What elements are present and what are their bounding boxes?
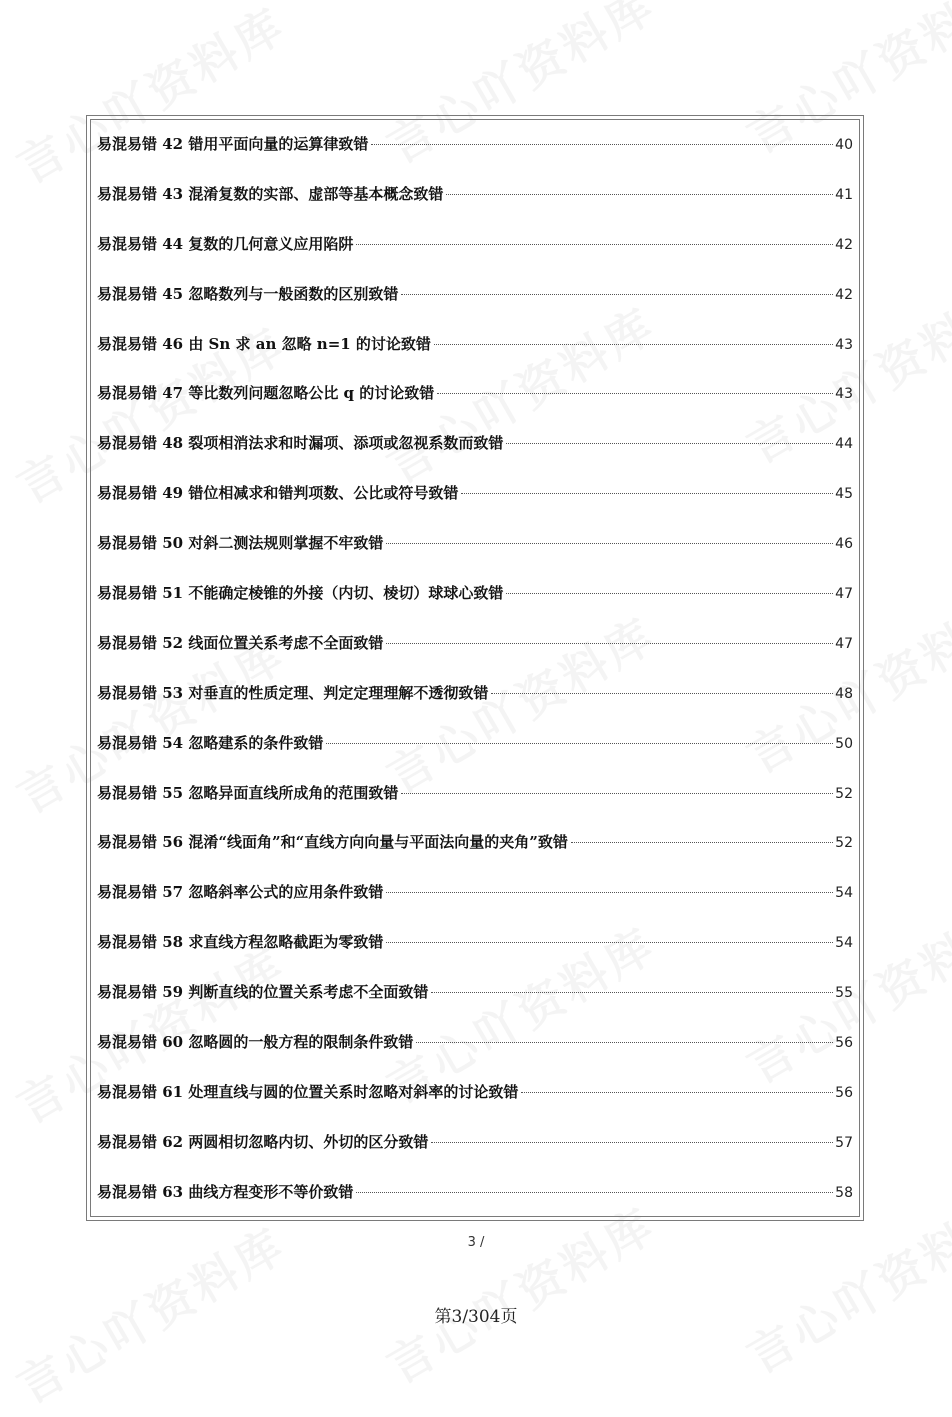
toc-leader-dots <box>401 294 833 295</box>
toc-leader-dots <box>386 942 833 943</box>
toc-entry[interactable] <box>97 731 853 781</box>
toc-entry-page: 43 <box>835 336 853 353</box>
toc-entry-title: 易混易错 44 复数的几何意义应用陷阱 <box>97 234 354 253</box>
toc-entry-page: 52 <box>835 835 853 852</box>
toc-entry-title: 易混易错 52 线面位置关系考虑不全面致错 <box>97 633 384 652</box>
toc-entry-title: 易混易错 60 忽略圆的一般方程的限制条件致错 <box>97 1033 414 1052</box>
page-footer: 第3/304页 <box>434 1307 518 1327</box>
toc-entry-page: 55 <box>835 985 853 1002</box>
toc-entry-page: 42 <box>835 236 853 253</box>
toc-entry[interactable] <box>97 132 853 182</box>
toc-entry-page: 50 <box>835 735 853 752</box>
toc-entry-page: 42 <box>835 286 853 303</box>
toc-leader-dots <box>371 144 833 145</box>
toc-entry[interactable] <box>97 481 853 531</box>
toc-entry[interactable] <box>97 1030 853 1080</box>
toc-entry[interactable] <box>97 781 853 831</box>
toc-leader-dots <box>434 344 833 345</box>
toc-entry[interactable] <box>97 431 853 481</box>
toc-entry-page: 46 <box>835 536 853 553</box>
toc-frame <box>86 115 864 1221</box>
toc-entry-page: 45 <box>835 486 853 503</box>
toc-entry-title: 易混易错 51 不能确定棱锥的外接（内切、棱切）球球心致错 <box>97 584 504 603</box>
toc-entry-title: 易混易错 63 曲线方程变形不等价致错 <box>97 1182 354 1201</box>
toc-entry-title: 易混易错 61 处理直线与圆的位置关系时忽略对斜率的讨论致错 <box>97 1082 519 1101</box>
toc-entry-title: 易混易错 46 由 Sn 求 an 忽略 n=1 的讨论致错 <box>97 334 431 353</box>
toc-entry-page: 47 <box>835 586 853 603</box>
toc-leader-dots <box>431 1142 833 1143</box>
toc-entry[interactable] <box>97 830 853 880</box>
toc-entry-page: 56 <box>835 1035 853 1052</box>
toc-entry-page: 44 <box>835 436 853 453</box>
toc-entry[interactable] <box>97 282 853 332</box>
toc-entry[interactable] <box>97 930 853 980</box>
toc-entry[interactable] <box>97 332 853 382</box>
toc-leader-dots <box>506 593 833 594</box>
toc-leader-dots <box>401 793 833 794</box>
toc-entry-title: 易混易错 54 忽略建系的条件致错 <box>97 733 324 752</box>
toc-entry-title: 易混易错 49 错位相减求和错判项数、公比或符号致错 <box>97 484 459 503</box>
toc-leader-dots <box>446 194 833 195</box>
toc-entry-title: 易混易错 58 求直线方程忽略截距为零致错 <box>97 933 384 952</box>
toc-leader-dots <box>326 743 833 744</box>
toc-entry[interactable] <box>97 381 853 431</box>
toc-entry-title: 易混易错 53 对垂直的性质定理、判定定理理解不透彻致错 <box>97 683 489 702</box>
toc-entry[interactable] <box>97 880 853 930</box>
toc-leader-dots <box>356 1192 833 1193</box>
toc-entry-page: 57 <box>835 1134 853 1151</box>
toc-entry[interactable] <box>97 1080 853 1130</box>
toc-entry[interactable] <box>97 1180 853 1230</box>
toc-entry-title: 易混易错 47 等比数列问题忽略公比 q 的讨论致错 <box>97 384 435 403</box>
toc-leader-dots <box>506 443 833 444</box>
toc-leader-dots <box>491 693 833 694</box>
toc-entry-title: 易混易错 59 判断直线的位置关系考虑不全面致错 <box>97 983 429 1002</box>
toc-entry-title: 易混易错 42 错用平面向量的运算律致错 <box>97 135 369 153</box>
toc-entry[interactable] <box>97 581 853 631</box>
toc-entry-page: 58 <box>835 1184 853 1201</box>
toc-entry-title: 易混易错 56 混淆“线面角”和“直线方向向量与平面法向量的夹角”致错 <box>97 833 568 852</box>
toc-entry-title: 易混易错 45 忽略数列与一般函数的区别致错 <box>97 284 399 303</box>
page-number: 3 / <box>467 1235 485 1250</box>
toc-entry-title: 易混易错 62 两圆相切忽略内切、外切的区分致错 <box>97 1132 429 1151</box>
toc-entry-page: 40 <box>835 137 853 153</box>
toc-leader-dots <box>571 842 833 843</box>
toc-leader-dots <box>386 892 833 893</box>
toc-entry[interactable] <box>97 182 853 232</box>
toc-entry-title: 易混易错 55 忽略异面直线所成角的范围致错 <box>97 783 399 802</box>
toc-entry-page: 54 <box>835 935 853 952</box>
toc-leader-dots <box>356 244 833 245</box>
toc-entry-page: 48 <box>835 685 853 702</box>
toc-entry-page: 54 <box>835 885 853 902</box>
toc-entry-page: 43 <box>835 386 853 403</box>
toc-leader-dots <box>386 643 833 644</box>
toc-entry-page: 56 <box>835 1084 853 1101</box>
table-of-contents <box>97 132 853 1230</box>
toc-entry[interactable] <box>97 681 853 731</box>
toc-entry[interactable] <box>97 1130 853 1180</box>
toc-leader-dots <box>431 992 833 993</box>
toc-leader-dots <box>461 493 833 494</box>
toc-entry-page: 52 <box>835 785 853 802</box>
toc-entry[interactable] <box>97 631 853 681</box>
toc-leader-dots <box>437 393 833 394</box>
toc-leader-dots <box>416 1042 833 1043</box>
toc-entry-title: 易混易错 48 裂项相消法求和时漏项、添项或忽视系数而致错 <box>97 434 504 453</box>
toc-entry[interactable] <box>97 531 853 581</box>
toc-leader-dots <box>521 1092 833 1093</box>
toc-entry[interactable] <box>97 232 853 282</box>
toc-entry-title: 易混易错 50 对斜二测法规则掌握不牢致错 <box>97 534 384 553</box>
toc-entry-title: 易混易错 57 忽略斜率公式的应用条件致错 <box>97 883 384 902</box>
toc-entry-title: 易混易错 43 混淆复数的实部、虚部等基本概念致错 <box>97 184 444 203</box>
toc-leader-dots <box>386 543 833 544</box>
toc-entry[interactable] <box>97 980 853 1030</box>
toc-entry-page: 47 <box>835 635 853 652</box>
toc-entry-page: 41 <box>835 186 853 203</box>
